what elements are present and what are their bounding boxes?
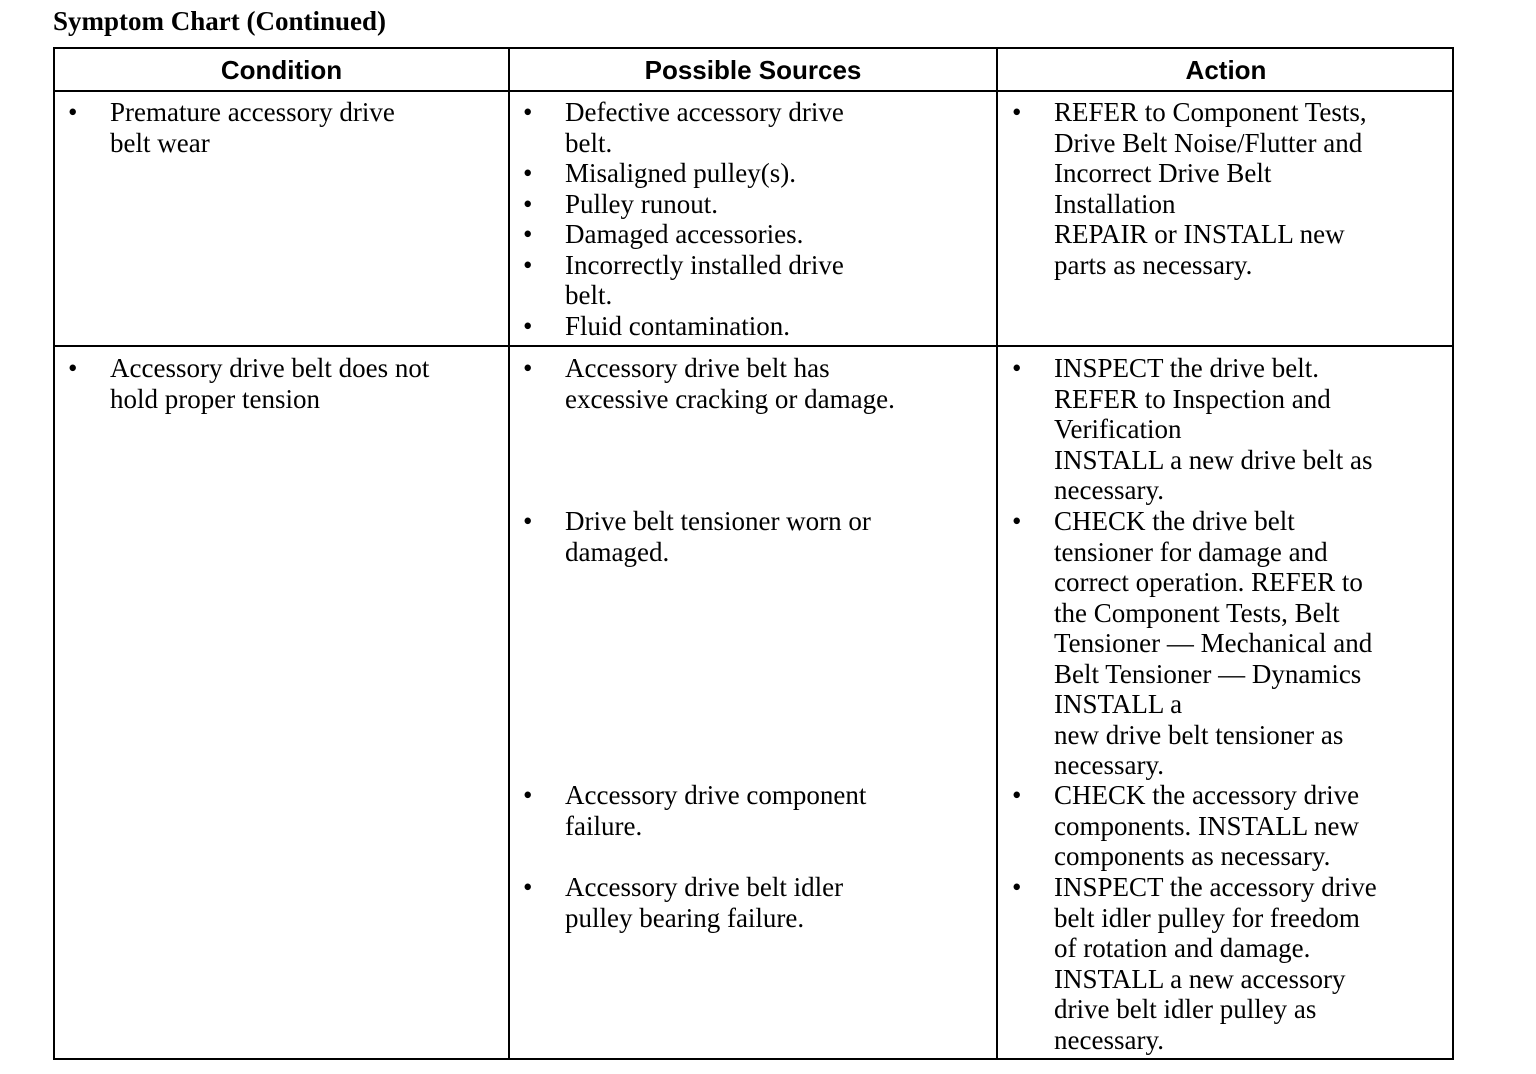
action-text: CHECK the drive belt tensioner for damage and correct operation. REFER to the Component Tests, Belt Tensioner — Mechanical and Belt Tensioner — Dynamics INSTALL a new drive belt tensioner as necessary. (1054, 506, 1373, 780)
condition-text: Premature accessory drive belt wear (110, 97, 395, 158)
source-text: Accessory drive component failure. (565, 780, 867, 841)
bullet: • (523, 249, 533, 280)
list-item (523, 97, 983, 158)
bullet: • (1012, 506, 1022, 536)
bullet: • (68, 353, 78, 383)
source-text: Defective accessory drive belt. (565, 97, 844, 158)
source-list (523, 97, 983, 341)
action-text: CHECK the accessory drive components. INSTALL new components as necessary. (1054, 780, 1360, 871)
bullet: • (1012, 780, 1022, 810)
bullet: • (523, 872, 533, 902)
source-text: Accessory drive belt idler pulley bearing failure. (565, 872, 844, 933)
bullet: • (1012, 353, 1022, 383)
bullet: • (523, 97, 533, 127)
bullet: • (523, 158, 533, 188)
column-divider-2 (996, 49, 998, 1058)
action-text: INSPECT the drive belt. REFER to Inspection and Verification INSTALL a new drive belt as necessary. (1054, 353, 1373, 505)
row-divider (55, 345, 1452, 347)
list-item (523, 189, 983, 220)
list-item (523, 250, 983, 311)
bullet: • (523, 310, 533, 341)
action-text: INSPECT the accessory drive belt idler pulley for freedom of rotation and damage. INSTALL a new accessory drive belt idler pulley as necessary. (1054, 872, 1377, 1055)
bullet: • (1012, 872, 1022, 902)
symptom-table (53, 47, 1454, 1060)
bullet: • (523, 353, 533, 383)
source-text: Damaged accessories. (565, 219, 804, 249)
condition-text: Accessory drive belt does not hold proper tension (110, 353, 430, 414)
list-item (523, 311, 983, 342)
bullet: • (523, 219, 533, 249)
list-item (523, 219, 983, 250)
column-divider-1 (508, 49, 510, 1058)
header-possible-sources: Possible Sources (644, 55, 862, 85)
source-text: Accessory drive belt has excessive cracking or damage. (565, 353, 895, 414)
source-text: Incorrectly installed drive belt. (565, 249, 844, 310)
bullet: • (523, 506, 533, 536)
bullet: • (523, 780, 533, 810)
list-item (523, 158, 983, 189)
header-action: Action (1185, 55, 1267, 85)
header-condition: Condition (220, 55, 343, 85)
action-text: REFER to Component Tests, Drive Belt Noise/Flutter and Incorrect Drive Belt Installation REPAIR or INSTALL new parts as necessary. (1054, 97, 1367, 280)
bullet: • (1012, 97, 1022, 127)
source-text: Misaligned pulley(s). (565, 158, 796, 188)
page-title: Symptom Chart (Continued) (53, 6, 387, 36)
bullet: • (68, 97, 78, 127)
source-text: Drive belt tensioner worn or damaged. (565, 506, 871, 567)
source-text: Fluid contamination. (565, 310, 790, 341)
bullet: • (523, 188, 533, 219)
source-text: Pulley runout. (565, 188, 718, 219)
